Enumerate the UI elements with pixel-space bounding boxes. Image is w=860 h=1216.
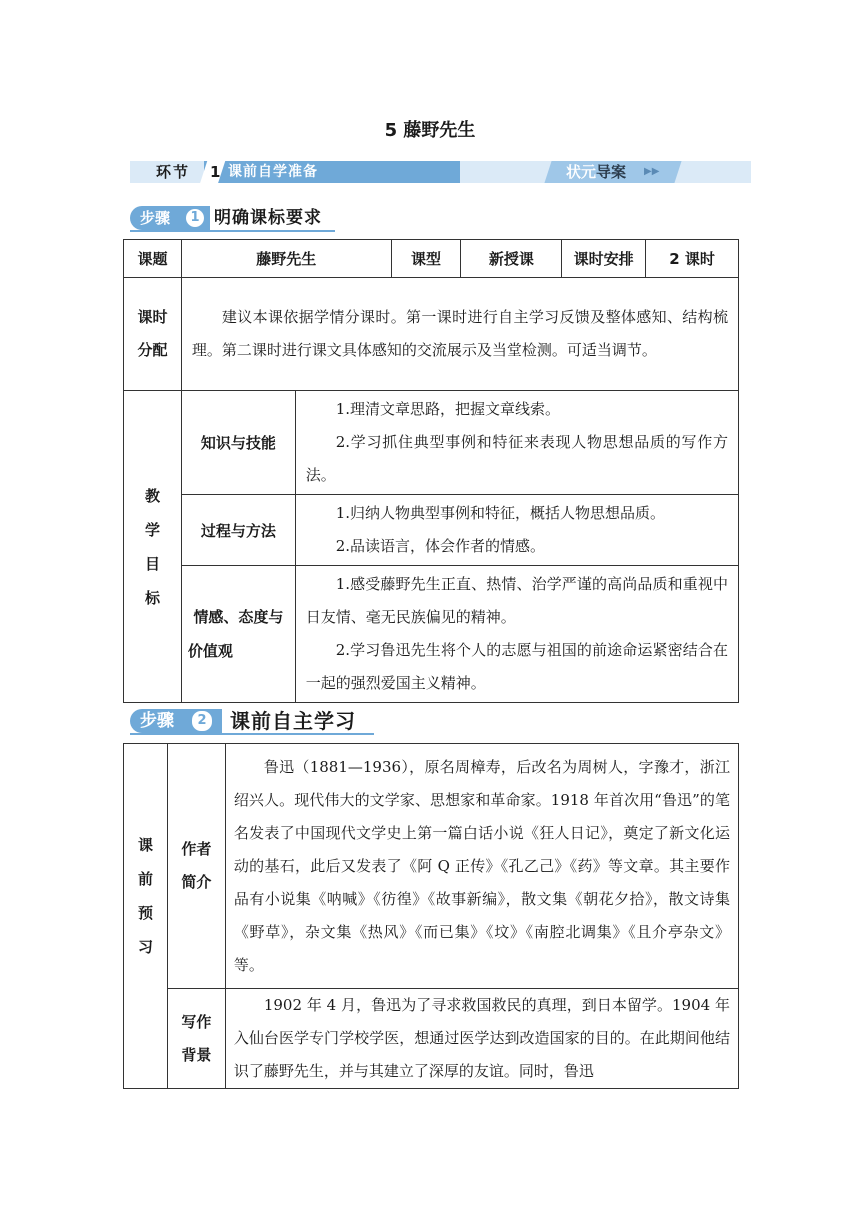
emotion-goals: 1.感受藤野先生正直、热情、治学严谨的高尚品质和重视中日友情、毫无民族偏见的精神。 2.学习鲁迅先生将个人的志愿与祖国的前途命运紧密结合在一起的强烈爱国主义精神。 — [295, 566, 738, 703]
time-value: 2 课时 — [646, 240, 739, 278]
background-text: 1902 年 4 月，鲁迅为了寻求救国救民的真理，到日本留学。1904 年入仙台医学专门学校学医，想通过医学达到改造国家的目的。在此期间他结识了藤野先生，并与其建立了深厚的友谊。同时，鲁迅 — [225, 989, 738, 1089]
step1-number: 1 — [186, 209, 204, 227]
page-title: 5 藤野先生 — [384, 120, 476, 141]
banner-segment-title: 课前自学准备 — [228, 164, 318, 180]
course-info-table — [123, 239, 739, 703]
banner-segment-label: 环节 — [130, 161, 204, 183]
step1-title: 明确课标要求 — [214, 208, 322, 228]
process-label: 过程与方法 — [181, 495, 295, 566]
background-label: 写作 背景 — [167, 989, 225, 1089]
step2-number: 2 — [192, 711, 212, 731]
alloc-text: 建议本课依据学情分课时。第一课时进行自主学习反馈及整体感知、结构梳理。第二课时进行课文具体感知的交流展示及当堂检测。可适当调节。 — [181, 278, 738, 391]
author-text: 鲁迅（1881—1936），原名周樟寿，后改名为周树人，字豫才，浙江绍兴人。现代伟大的文学家、思想家和革命家。1918 年首次用“鲁迅”的笔名发表了中国现代文学史上第一篇白话小说《狂人日记》，奠定了新文化运动的基石，此后又发表了《阿 Q 正传》《孔乙己》《药》等文章。其主要作品有小说集《呐喊》《彷徨》《故事新编》，散文集《朝花夕拾》，散文诗集《野草》，杂文集《热风》《而已集》《坟》《南腔北调集》《且介亭杂文》等。 — [225, 744, 738, 989]
emotion-label: 情感、态度与 价值观 — [181, 566, 295, 703]
author-label: 作者 简介 — [167, 744, 225, 989]
type-value: 新授课 — [461, 240, 562, 278]
header-type: 课型 — [391, 240, 461, 278]
preview-label: 课 前 预 习 — [124, 744, 168, 1089]
preview-table — [123, 743, 739, 1089]
step2-prefix: 步骤 — [140, 711, 174, 731]
banner-brand — [566, 161, 626, 183]
header-topic: 课题 — [124, 240, 182, 278]
section-banner — [130, 161, 751, 183]
banner-brand-b: 导案 — [596, 163, 627, 181]
knowledge-label: 知识与技能 — [181, 391, 295, 495]
step2-header — [130, 709, 380, 733]
alloc-label: 课时 分配 — [124, 278, 182, 391]
topic-value: 藤野先生 — [181, 240, 391, 278]
knowledge-goals: 1.理清文章思路，把握文章线索。 2.学习抓住典型事例和特征来表现人物思想品质的写作方法。 — [295, 391, 738, 495]
goals-label: 教 学 目 标 — [124, 391, 182, 703]
double-arrow-icon: ▶▶ — [644, 166, 660, 177]
header-time: 课时安排 — [562, 240, 646, 278]
step1-header — [130, 206, 340, 230]
step1-prefix: 步骤 — [140, 209, 171, 227]
step2-title: 课前自主学习 — [230, 709, 356, 733]
banner-brand-a: 状元 — [566, 163, 597, 181]
process-goals: 1.归纳人物典型事例和特征，概括人物思想品质。 2.品读语言，体会作者的情感。 — [295, 495, 738, 566]
banner-segment-number: 1 — [210, 163, 221, 181]
